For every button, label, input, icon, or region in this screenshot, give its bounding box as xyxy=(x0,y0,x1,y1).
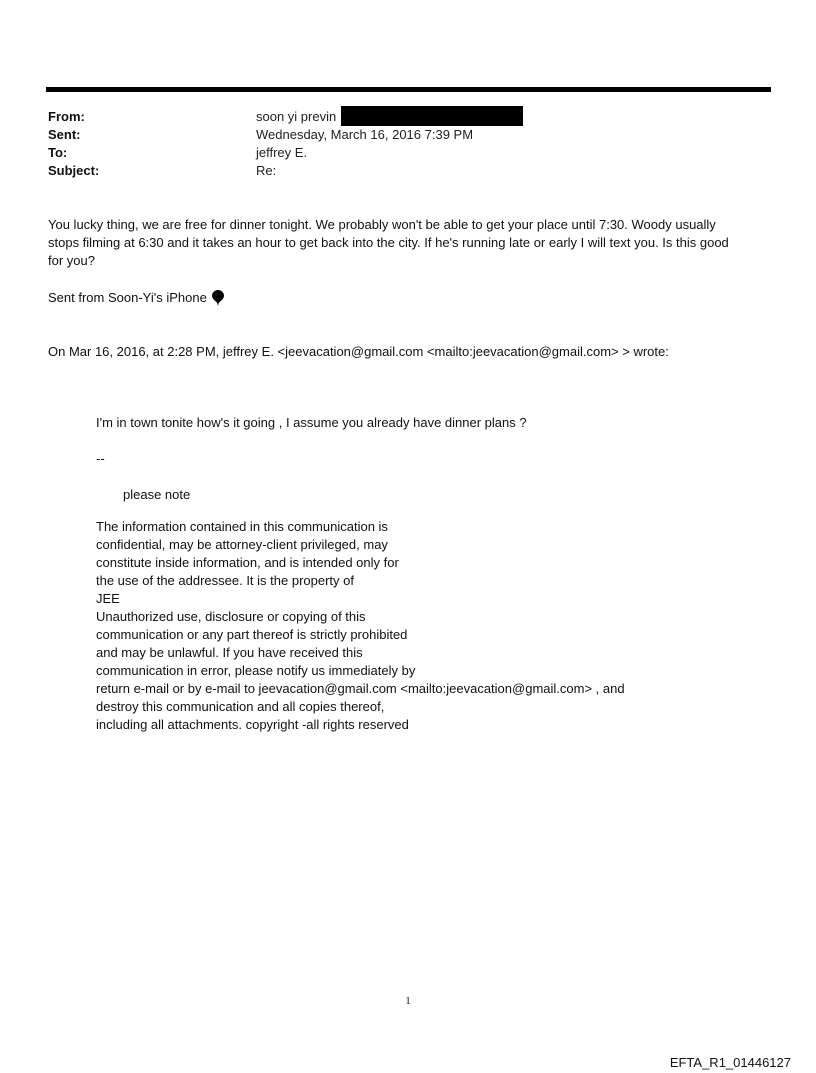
bates-number: EFTA_R1_01446127 xyxy=(669,1055,791,1070)
to-row xyxy=(48,144,768,162)
redaction-box xyxy=(341,106,523,126)
quoted-message xyxy=(96,414,696,734)
header-rule xyxy=(46,87,771,92)
disclaimer-line: The information contained in this communication is xyxy=(96,519,388,534)
page-number: 1 xyxy=(405,995,411,1007)
quote-intro: On Mar 16, 2016, at 2:28 PM, jeffrey E. <jeevacation@gmail.com <mailto:jeevacation@gmail.com> > wrote: xyxy=(48,344,669,359)
body-line: stops filming at 6:30 and it takes an hour to get back into the city. If he's running late or early I will text you. Is this good xyxy=(48,235,729,250)
disclaimer-line: Unauthorized use, disclosure or copying of this xyxy=(96,609,366,624)
disclaimer-line: the use of the addressee. It is the property of xyxy=(96,573,354,588)
disclaimer-line: return e-mail or by e-mail to jeevacation@gmail.com <mailto:jeevacation@gmail.com> , and xyxy=(96,681,625,696)
subject-value: Re: xyxy=(256,163,277,178)
disclaimer-line: communication or any part thereof is strictly prohibited xyxy=(96,627,408,642)
sent-from-text: Sent from Soon-Yi's iPhone xyxy=(48,290,207,305)
to-value: jeffrey E. xyxy=(256,145,308,160)
disclaimer-line: destroy this communication and all copies thereof, xyxy=(96,699,385,714)
sent-label: Sent: xyxy=(48,127,81,142)
subject-label: Subject: xyxy=(48,163,100,178)
map-pin-icon xyxy=(212,290,224,306)
signature-separator: -- xyxy=(96,451,105,466)
disclaimer xyxy=(96,518,696,734)
from-value xyxy=(256,108,523,126)
disclaimer-line: and may be unlawful. If you have received this xyxy=(96,645,363,660)
quoted-text: I'm in town tonite how's it going , I assume you already have dinner plans ? xyxy=(96,415,527,430)
subject-row xyxy=(48,162,768,180)
message-body xyxy=(48,216,770,270)
from-row xyxy=(48,108,768,126)
disclaimer-line: confidential, may be attorney-client privileged, may xyxy=(96,537,388,552)
signature-line xyxy=(48,289,224,307)
please-note: please note xyxy=(123,487,191,502)
disclaimer-line: communication in error, please notify us immediately by xyxy=(96,663,416,678)
sent-row xyxy=(48,126,768,144)
email-header xyxy=(48,108,768,180)
body-line: for you? xyxy=(48,253,95,268)
to-label: To: xyxy=(48,145,68,160)
disclaimer-line: JEE xyxy=(96,591,120,606)
from-label: From: xyxy=(48,109,85,124)
disclaimer-line: constitute inside information, and is intended only for xyxy=(96,555,399,570)
sent-value: Wednesday, March 16, 2016 7:39 PM xyxy=(256,127,474,142)
body-line: You lucky thing, we are free for dinner tonight. We probably won't be able to get your place until 7:30. Woody usually xyxy=(48,217,716,232)
disclaimer-line: including all attachments. copyright -all rights reserved xyxy=(96,717,409,732)
from-name: soon yi previn xyxy=(256,109,337,124)
